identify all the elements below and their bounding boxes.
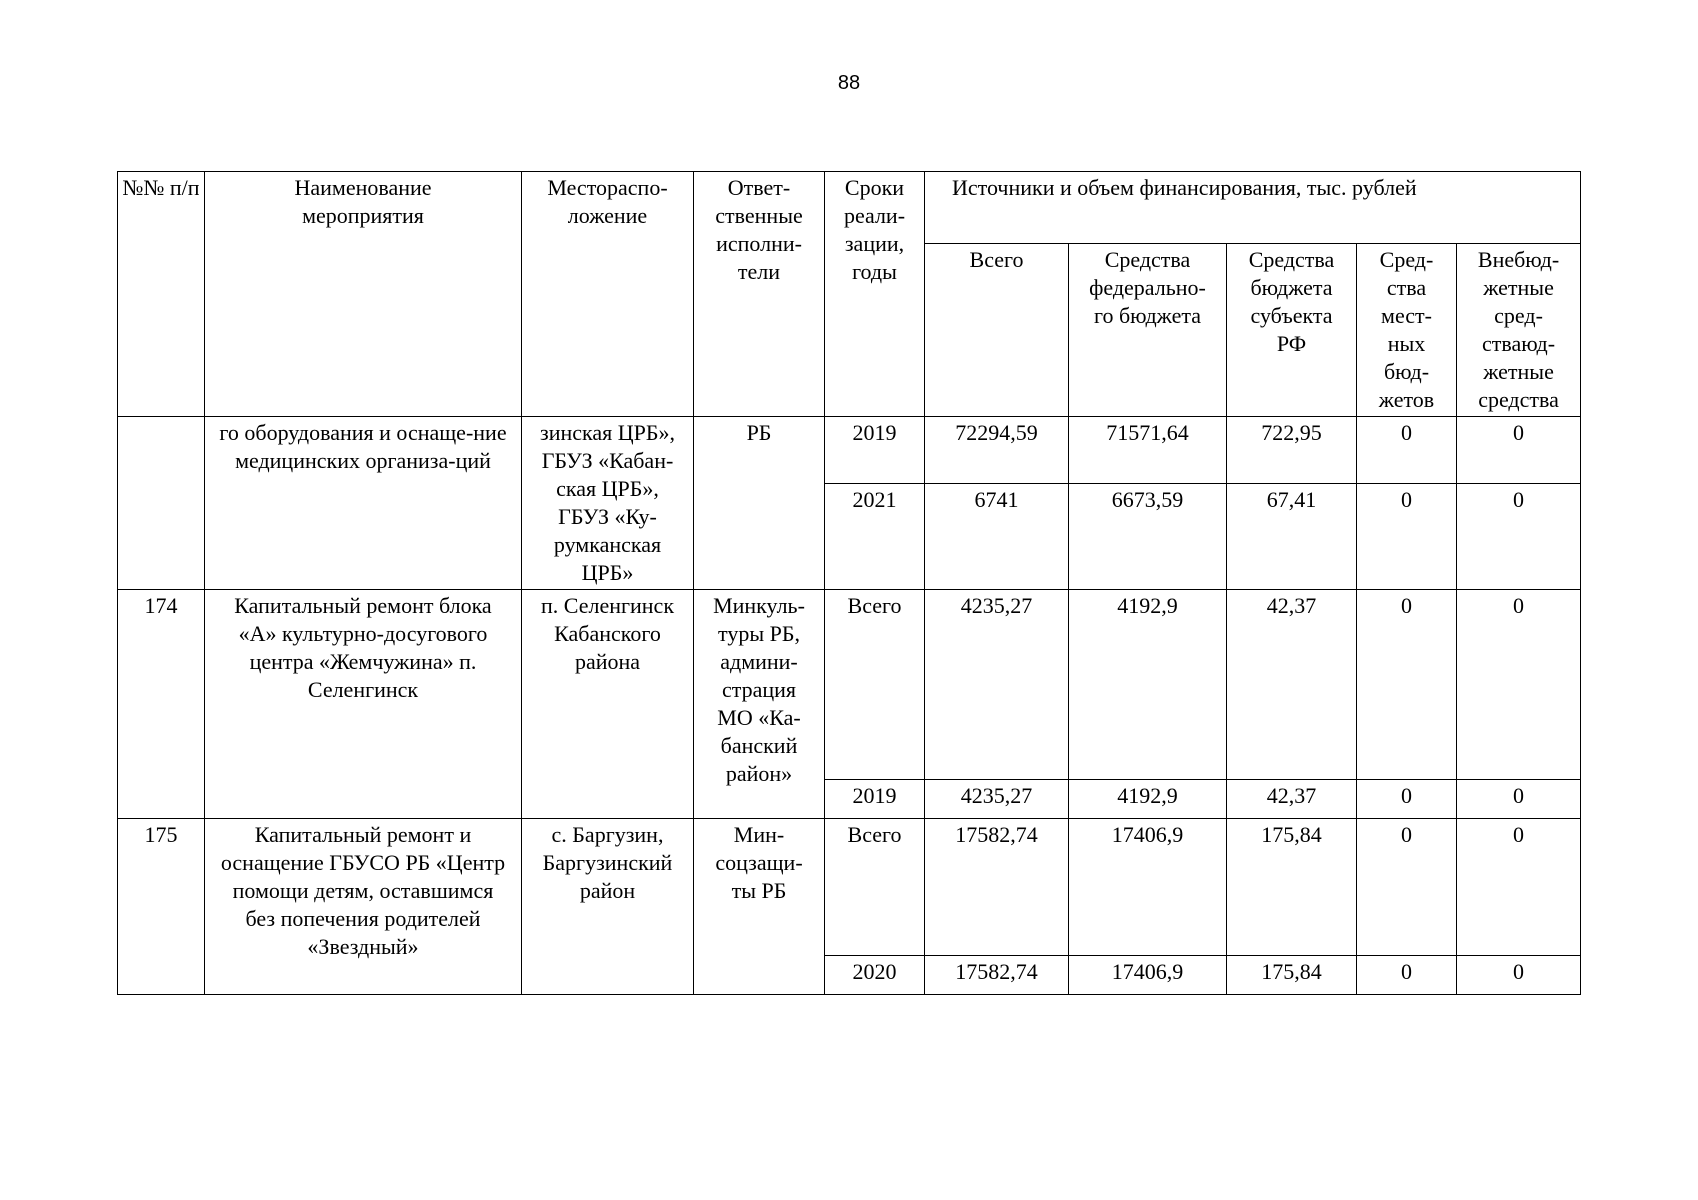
row-name: го оборудования и оснаще-ние медицинских организа-ций	[205, 417, 522, 590]
row-federal: 71571,64	[1069, 417, 1227, 484]
table-row	[118, 417, 1581, 484]
row-federal: 6673,59	[1069, 483, 1227, 589]
row-total: 4235,27	[925, 780, 1069, 819]
row-regional: 722,95	[1227, 417, 1357, 484]
row-location: с. Баргузин, Баргузинский район	[522, 819, 694, 995]
table-row	[118, 819, 1581, 956]
row-total: 17582,74	[925, 956, 1069, 995]
header-extra: Внебюд-жетные сред-стваюд-жетные средства	[1457, 244, 1581, 417]
row-regional: 42,37	[1227, 780, 1357, 819]
header-num: №№ п/п	[118, 172, 205, 417]
row-period: Всего	[825, 590, 925, 780]
row-federal: 17406,9	[1069, 956, 1227, 995]
row-name: Капитальный ремонт и оснащение ГБУСО РБ «Центр помощи детям, оставшимся без попечения родителей «Звездный»	[205, 819, 522, 995]
row-total: 4235,27	[925, 590, 1069, 780]
row-total: 17582,74	[925, 819, 1069, 956]
row-extra: 0	[1457, 819, 1581, 956]
row-num	[118, 417, 205, 590]
row-num: 175	[118, 819, 205, 995]
row-extra: 0	[1457, 590, 1581, 780]
row-extra: 0	[1457, 956, 1581, 995]
row-responsible: Мин-соцзащи-ты РБ	[694, 819, 825, 995]
row-extra: 0	[1457, 417, 1581, 484]
header-name: Наименование мероприятия	[205, 172, 522, 417]
row-local: 0	[1357, 780, 1457, 819]
header-federal: Средства федерально-го бюджета	[1069, 244, 1227, 417]
header-local: Сред-ства мест-ных бюд-жетов	[1357, 244, 1457, 417]
row-period: 2019	[825, 780, 925, 819]
row-total: 72294,59	[925, 417, 1069, 484]
header-responsible: Ответ-ственные исполни-тели	[694, 172, 825, 417]
row-local: 0	[1357, 483, 1457, 589]
header-regional: Средства бюджета субъекта РФ	[1227, 244, 1357, 417]
row-local: 0	[1357, 590, 1457, 780]
row-regional: 175,84	[1227, 956, 1357, 995]
row-regional: 67,41	[1227, 483, 1357, 589]
financing-table	[117, 171, 1581, 995]
page-number: 88	[837, 72, 861, 94]
row-extra: 0	[1457, 780, 1581, 819]
header-sources: Источники и объем финансирования, тыс. рублей	[925, 172, 1581, 244]
row-federal: 4192,9	[1069, 590, 1227, 780]
row-local: 0	[1357, 956, 1457, 995]
row-num: 174	[118, 590, 205, 819]
row-total: 6741	[925, 483, 1069, 589]
row-regional: 175,84	[1227, 819, 1357, 956]
header-location: Местораспо-ложение	[522, 172, 694, 417]
row-responsible: РБ	[694, 417, 825, 590]
row-responsible: Минкуль-туры РБ, админи-страция МО «Ка-банский район»	[694, 590, 825, 819]
row-period: 2020	[825, 956, 925, 995]
row-location: зинская ЦРБ», ГБУЗ «Кабан-ская ЦРБ», ГБУЗ «Ку-румканская ЦРБ»	[522, 417, 694, 590]
header-row	[118, 172, 1581, 244]
header-total: Всего	[925, 244, 1069, 417]
row-period: 2021	[825, 483, 925, 589]
row-period: Всего	[825, 819, 925, 956]
table-row	[118, 590, 1581, 780]
row-local: 0	[1357, 417, 1457, 484]
row-federal: 4192,9	[1069, 780, 1227, 819]
header-period: Сроки реали-зации, годы	[825, 172, 925, 417]
row-location: п. Селенгинск Кабанского района	[522, 590, 694, 819]
row-extra: 0	[1457, 483, 1581, 589]
row-period: 2019	[825, 417, 925, 484]
row-regional: 42,37	[1227, 590, 1357, 780]
row-name: Капитальный ремонт блока «А» культурно-досугового центра «Жемчужина» п. Селенгинск	[205, 590, 522, 819]
row-federal: 17406,9	[1069, 819, 1227, 956]
row-local: 0	[1357, 819, 1457, 956]
